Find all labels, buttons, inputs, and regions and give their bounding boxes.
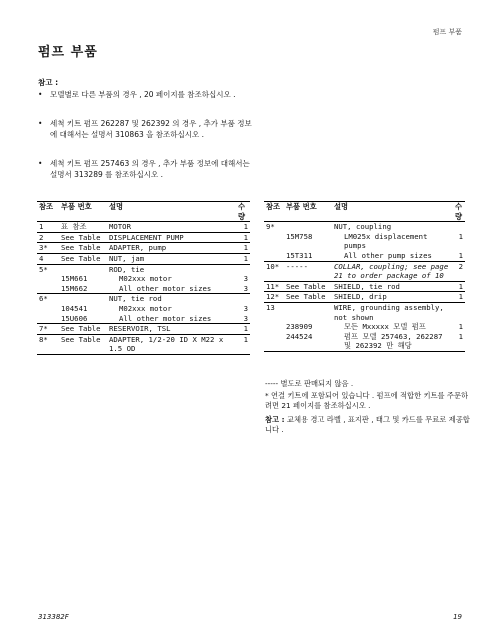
table-row — [264, 222, 465, 232]
cell-qty: 1 — [453, 251, 465, 261]
cell-qty: 1 — [458, 322, 463, 332]
footnote-dash: ----- 별도로 판매되지 않음 . — [265, 379, 354, 388]
cell-ref: 6* — [39, 294, 48, 304]
cell-desc: ADAPTER, pump — [107, 243, 236, 254]
cell-desc: M02xxx motor — [119, 274, 172, 284]
cell-part — [59, 294, 107, 304]
cell-part: 104541 — [61, 303, 88, 313]
cell-part: See Table — [59, 334, 107, 354]
cell-part: 15M661 — [61, 274, 88, 284]
cell-desc: DISPLACEMENT PUMP — [107, 232, 236, 243]
table-row — [264, 302, 465, 322]
cell-qty: 2 — [453, 261, 465, 281]
cell-qty: 3 — [243, 274, 248, 284]
cell-desc: SHIELD, drip — [332, 292, 453, 303]
cell-ref — [37, 274, 59, 284]
table-row — [264, 332, 465, 352]
table-row — [37, 232, 250, 243]
cell-part — [284, 302, 332, 322]
cell-ref: 10* — [264, 261, 284, 281]
cell-part: 238909 — [286, 322, 313, 332]
cell-qty: 1 — [236, 232, 250, 243]
col-ref: 참조 — [264, 202, 284, 222]
note-label: 참고 : — [38, 78, 59, 87]
cell-part: 표 참조 — [59, 222, 107, 233]
table-row — [37, 314, 250, 324]
col-part: 부품 번호 — [284, 202, 332, 222]
cell-desc: WIRE, grounding assembly, not shown — [334, 302, 444, 322]
table-row — [37, 334, 250, 354]
cell-desc: ADAPTER, 1/2-20 ID X M22 x 1.5 OD — [107, 334, 236, 354]
table-row — [264, 322, 465, 332]
cell-part: See Table — [59, 324, 107, 335]
cell-desc: M02xxx motor — [119, 303, 172, 313]
cell-qty: 3 — [236, 284, 250, 294]
bullet-2: • 세척 키트 펌프 262287 및 262392 의 경우 , 추가 부품 정보에 대해서는 설명서 310863 을 참조하십시오 . — [38, 119, 252, 139]
table-row — [37, 253, 250, 264]
cell-ref — [37, 314, 59, 324]
table-row — [37, 264, 250, 274]
cell-part: 15T311 — [284, 251, 332, 261]
table-row — [264, 261, 465, 281]
footnote-note — [265, 415, 470, 435]
cell-qty: 1 — [236, 324, 250, 335]
cell-ref: 13 — [266, 302, 275, 312]
cell-qty — [236, 294, 250, 304]
page-title: 펌프 부품 — [38, 45, 98, 60]
cell-qty: 1 — [458, 331, 463, 341]
footnote-star: * 연결 키트에 포함되어 있습니다 . 펌프에 적합한 키트를 주문하려면 21 페이지를 참조하십시오 . — [265, 391, 469, 410]
cell-desc: MOTOR — [107, 222, 236, 233]
cell-qty: 1 — [236, 222, 250, 233]
cell-part: See Table — [284, 292, 332, 303]
cell-part: 15U606 — [59, 314, 107, 324]
cell-ref — [264, 322, 284, 332]
cell-part: See Table — [59, 243, 107, 254]
cell-part: See Table — [284, 281, 332, 292]
bullet-3: • 세척 키트 펌프 257463 의 경우 , 추가 부품 정보에 대해서는 설명서 313289 를 참조하십시오 . — [38, 159, 250, 179]
table-row — [37, 222, 250, 233]
cell-part — [59, 264, 107, 274]
parts-table-left — [37, 201, 250, 355]
cell-ref — [37, 304, 59, 314]
cell-qty: 1 — [453, 292, 465, 303]
cell-qty: 3 — [236, 314, 250, 324]
running-header: 펌프 부품 — [432, 28, 462, 36]
cell-ref: 1 — [37, 222, 59, 233]
cell-ref: 8* — [37, 334, 59, 354]
table-row — [264, 251, 465, 261]
cell-desc: SHIELD, tie rod — [332, 281, 453, 292]
table-row — [37, 274, 250, 284]
table-row — [264, 281, 465, 292]
cell-qty — [453, 222, 465, 232]
cell-desc: NUT, jam — [107, 253, 236, 264]
cell-qty: 1 — [458, 231, 463, 241]
cell-ref — [264, 332, 284, 352]
cell-part: ----- — [284, 261, 332, 281]
cell-ref: 3* — [37, 243, 59, 254]
table-row — [37, 243, 250, 254]
cell-ref: 5* — [39, 264, 48, 274]
parts-table-right — [264, 201, 465, 352]
cell-qty — [453, 302, 465, 322]
cell-ref: 2 — [37, 232, 59, 243]
col-qty: 수량 — [236, 202, 250, 222]
cell-ref — [264, 251, 284, 261]
cell-qty: 1 — [236, 334, 250, 354]
col-desc: 설명 — [332, 202, 453, 222]
cell-qty: 1 — [236, 253, 250, 264]
cell-desc: 펌프 모델 257463, 262287 및 262392 만 해당 — [344, 331, 443, 351]
table-row — [37, 284, 250, 294]
cell-ref — [264, 232, 284, 251]
cell-qty: 1 — [453, 281, 465, 292]
table-row — [37, 324, 250, 335]
cell-desc: ROD, tie — [109, 264, 145, 274]
table-row — [264, 232, 465, 251]
table-row — [37, 304, 250, 314]
cell-ref: 4 — [37, 253, 59, 264]
cell-qty — [236, 264, 250, 274]
cell-desc: LM025x displacement pumps — [344, 231, 428, 251]
cell-ref: 9* — [266, 222, 275, 232]
cell-part: See Table — [59, 253, 107, 264]
footnote-note-label: 참고 : — [265, 415, 285, 424]
cell-qty: 3 — [243, 303, 248, 313]
bullet-1: • 모델별로 다른 부품의 경우 , 20 페이지를 참조하십시오 . — [38, 90, 236, 99]
cell-desc: RESERVOIR, TSL — [107, 324, 236, 335]
cell-desc: NUT, tie rod — [109, 294, 162, 304]
cell-ref: 12* — [264, 292, 284, 303]
cell-part: 15M662 — [59, 284, 107, 294]
cell-ref: 7* — [37, 324, 59, 335]
cell-desc: All other pump sizes — [332, 251, 453, 261]
cell-desc: All other motor sizes — [107, 314, 236, 324]
page-number: 19 — [453, 613, 462, 621]
cell-part — [284, 222, 332, 232]
col-desc: 설명 — [107, 202, 236, 222]
footnote-note-text: 교체용 경고 라벨 , 표지판 , 태그 및 카드를 무료로 제공합니다 . — [265, 415, 470, 434]
cell-part: See Table — [59, 232, 107, 243]
col-qty: 수량 — [453, 202, 465, 222]
table-row — [264, 292, 465, 303]
cell-ref: 11* — [264, 281, 284, 292]
doc-number: 313382F — [38, 613, 69, 621]
cell-desc: NUT, coupling — [334, 222, 392, 232]
cell-qty: 1 — [236, 243, 250, 254]
cell-ref — [37, 284, 59, 294]
table-row — [37, 294, 250, 304]
cell-part: 244524 — [286, 331, 313, 341]
cell-desc: All other motor sizes — [107, 284, 236, 294]
col-part: 부품 번호 — [59, 202, 107, 222]
cell-part: 15M758 — [286, 231, 313, 241]
cell-desc: 모든 Mxxxxx 모델 펌프 — [344, 322, 426, 332]
col-ref: 참조 — [37, 202, 59, 222]
cell-desc: COLLAR, coupling; see page 21 to order package of 10 — [332, 261, 453, 281]
